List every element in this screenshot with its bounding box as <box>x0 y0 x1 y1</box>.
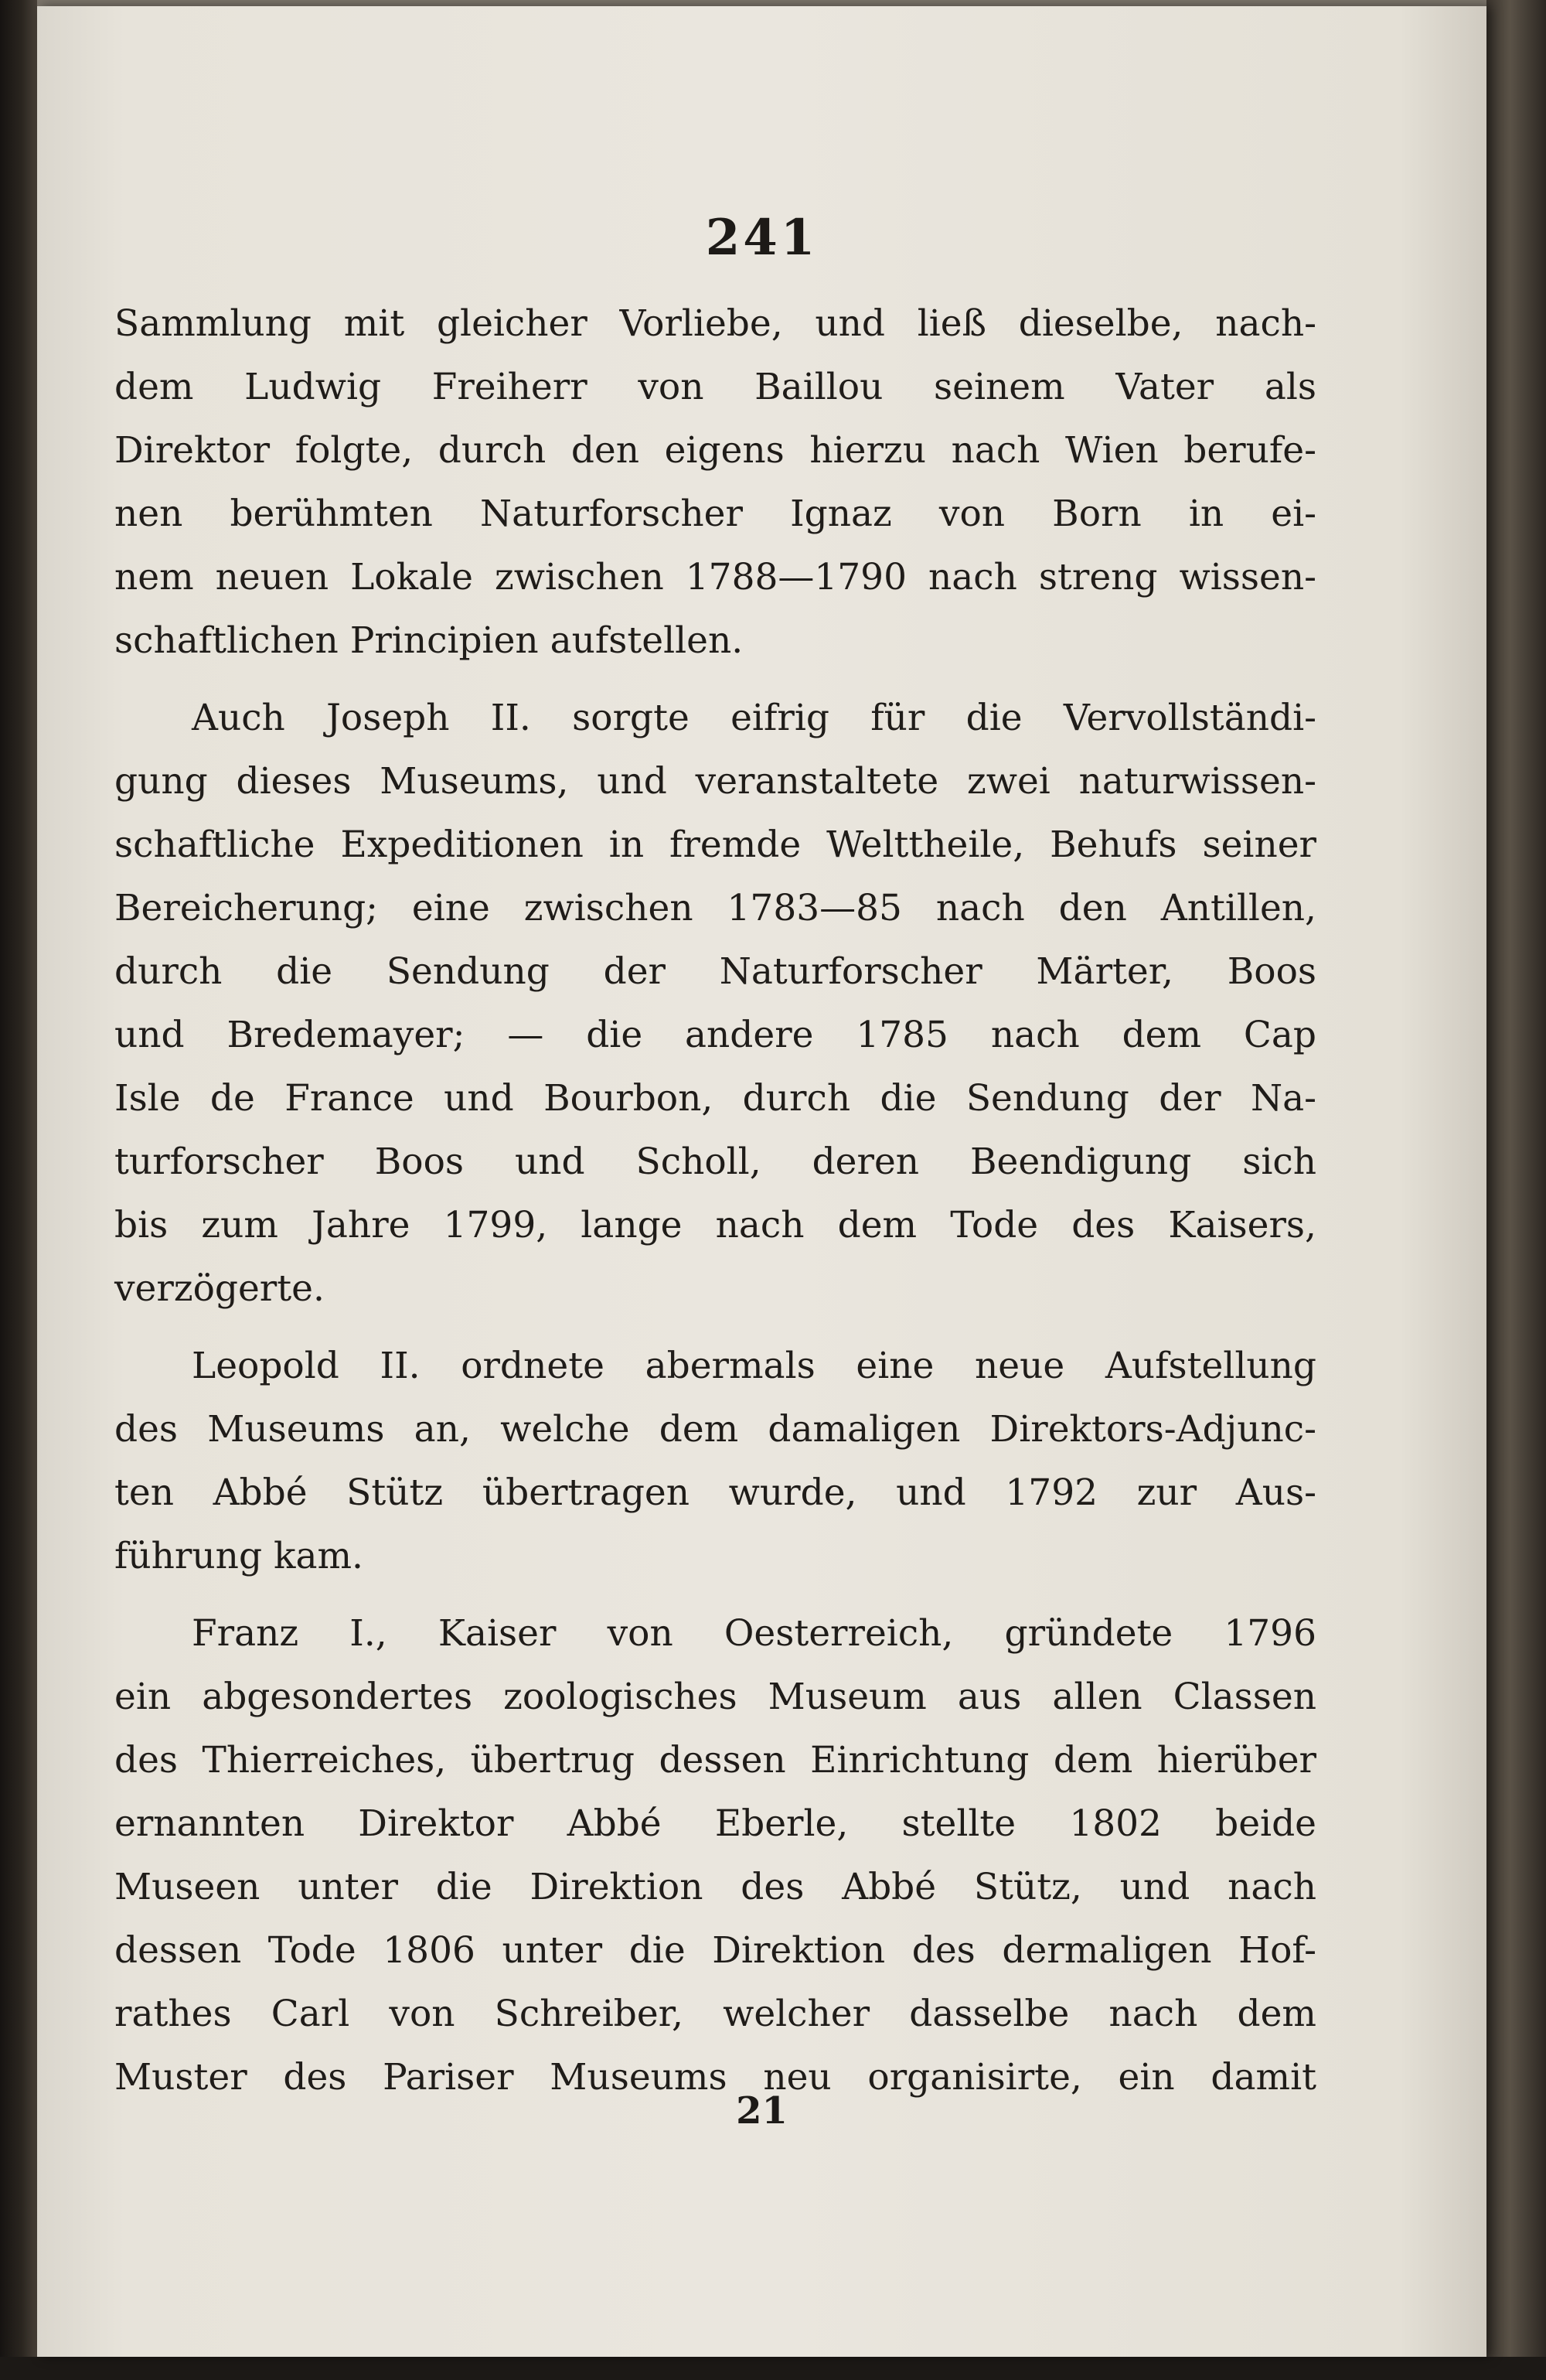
text-line: rathes Carl von Schreiber, welcher dasselbe nach dem <box>114 1993 1316 2035</box>
text-line: durch die Sendung der Naturforscher Märter, Boos <box>114 950 1316 993</box>
text-line: dessen Tode 1806 unter die Direktion des dermaligen Hof- <box>114 1929 1316 1972</box>
text-line: führung kam. <box>114 1535 363 1577</box>
book-spine <box>0 0 37 2380</box>
text-line: Direktor folgte, durch den eigens hierzu nach Wien berufe- <box>114 429 1316 472</box>
text-line: dem Ludwig Freiherr von Baillou seinem Vater als <box>114 366 1316 408</box>
text-line: und Bredemayer; — die andere 1785 nach dem Cap <box>114 1014 1316 1056</box>
text-line: turforscher Boos und Scholl, deren Beendigung sich <box>114 1141 1316 1183</box>
text-line: nem neuen Lokale zwischen 1788—1790 nach streng wissen- <box>114 556 1316 598</box>
text-line: Muster des Pariser Museums neu organisirte, ein damit <box>114 2056 1316 2099</box>
text-line: bis zum Jahre 1799, lange nach dem Tode des Kaisers, <box>114 1204 1316 1246</box>
text-line: nen berühmten Naturforscher Ignaz von Born in ei- <box>114 493 1316 535</box>
text-line: ernannten Direktor Abbé Eberle, stellte 1802 beide <box>114 1802 1316 1845</box>
text-line: Leopold II. ordnete abermals eine neue Aufstellung <box>192 1345 1316 1387</box>
page-stack-edge <box>1486 0 1546 2380</box>
signature-mark: 21 <box>736 2089 788 2133</box>
text-line: verzögerte. <box>114 1267 325 1310</box>
text-line: Isle de France und Bourbon, durch die Sendung der Na- <box>114 1077 1316 1120</box>
book-page <box>37 6 1486 2357</box>
text-line: des Thierreiches, übertrug dessen Einrichtung dem hierüber <box>114 1739 1316 1782</box>
text-line: schaftliche Expeditionen in fremde Welttheile, Behufs seiner <box>114 823 1316 866</box>
text-line: des Museums an, welche dem damaligen Direktors-Adjunc- <box>114 1408 1316 1451</box>
text-line: ein abgesondertes zoologisches Museum aus allen Classen <box>114 1676 1316 1718</box>
body-text <box>114 292 1316 2109</box>
text-line: Bereicherung; eine zwischen 1783—85 nach den Antillen, <box>114 887 1316 929</box>
page-number: 241 <box>705 209 819 267</box>
text-line: schaftlichen Principien aufstellen. <box>114 619 744 662</box>
bottom-edge <box>0 2357 1546 2380</box>
text-line: Sammlung mit gleicher Vorliebe, und ließ dieselbe, nach- <box>114 302 1316 345</box>
text-line: gung dieses Museums, und veranstaltete zwei naturwissen- <box>114 760 1316 803</box>
text-line: ten Abbé Stütz übertragen wurde, und 1792 zur Aus- <box>114 1471 1316 1514</box>
text-line: Franz I., Kaiser von Oesterreich, gründete 1796 <box>192 1612 1316 1655</box>
text-line: Auch Joseph II. sorgte eifrig für die Vervollständi- <box>192 697 1316 739</box>
text-line: Museen unter die Direktion des Abbé Stütz, und nach <box>114 1866 1316 1908</box>
